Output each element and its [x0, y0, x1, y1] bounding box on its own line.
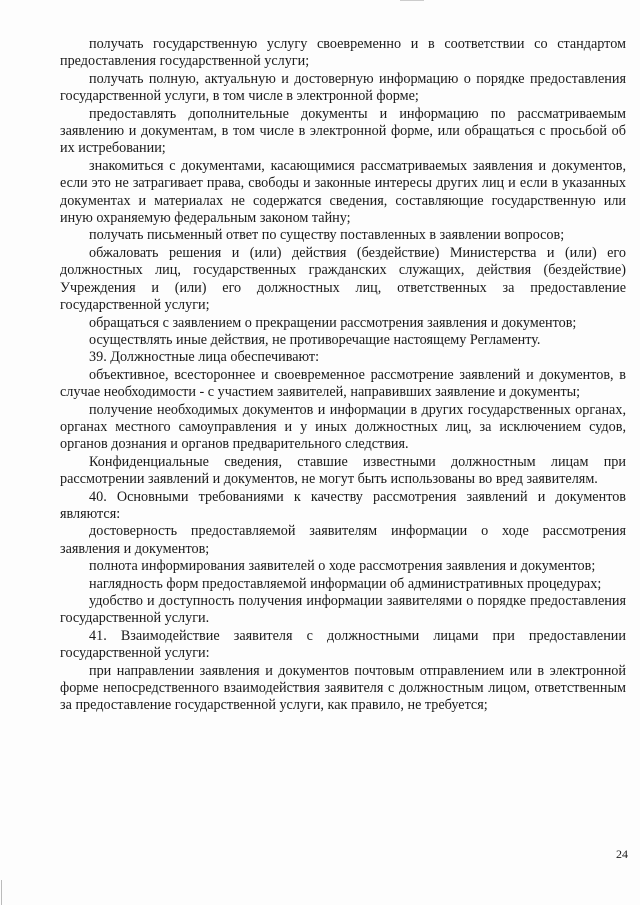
paragraph: получать полную, актуальную и достоверную информацию о порядке предоставления государственной услуги, в том числе в электронной форме;: [60, 70, 626, 105]
paragraph: полнота информирования заявителей о ходе рассмотрения заявления и документов;: [89, 558, 596, 575]
paragraph: обжаловать решения и (или) действия (бездействие) Министерства и (или) его должностных лиц, государственных гражданских служащих, действия (бездействие) Учреждения и (или) его должностных лиц, ответственных за предоставление государственной услуги;: [60, 244, 626, 314]
paragraph: получать государственную услугу своевременно и в соответствии со стандартом предоставления государственной услуги;: [60, 36, 626, 70]
paragraph: объективное, всестороннее и своевременное рассмотрение заявлений и документов, в случае необходимости - с участием заявителей, направивших заявление и документы;: [60, 366, 626, 401]
paragraph: при направлении заявления и документов почтовым отправлением или в электронной форме непосредственного взаимодействия заявителя с должностным лицом, ответственным за предоставление государственной услуги, как правило, не требуется;: [60, 662, 626, 714]
document-body: [60, 36, 626, 715]
paragraph: получение необходимых документов и информации в других государственных органах, органах местного самоуправления и у иных должностных лиц, за исключением судов, органов дознания и органов предварительного следствия.: [60, 401, 626, 453]
paragraph: знакомиться с документами, касающимися рассматриваемых заявления и документов, если это не затрагивает права, свободы и законные интересы других лиц и если в указанных документах и материалах не содержатся сведения, составляющие государственную или иную охраняемую федеральным законом тайну;: [60, 157, 626, 227]
section-heading: 41. Взаимодействие заявителя с должностными лицами при предоставлении государственной услуги:: [60, 627, 626, 662]
paragraph: получать письменный ответ по существу поставленных в заявлении вопросов;: [89, 227, 565, 244]
page-number: 24: [616, 847, 628, 861]
paragraph: обращаться с заявлением о прекращении рассмотрения заявления и документов;: [89, 314, 577, 331]
paragraph: удобство и доступность получения информации заявителями о порядке предоставления государственной услуги.: [60, 593, 626, 627]
scan-mark: [400, 0, 424, 1]
paragraph: осуществлять иные действия, не противоречащие настоящему Регламенту.: [89, 331, 541, 348]
section-heading: 39. Должностные лица обеспечивают:: [89, 349, 320, 366]
paragraph: Конфиденциальные сведения, ставшие известными должностным лицам при рассмотрении заявлений и документов, не могут быть использованы во вред заявителям.: [60, 453, 626, 488]
paragraph: предоставлять дополнительные документы и информацию по рассматриваемым заявлению и документам, в том числе в электронной форме, или обращаться с просьбой об их истребовании;: [60, 105, 626, 157]
paragraph: достоверность предоставляемой заявителям информации о ходе рассмотрения заявления и документов;: [60, 523, 626, 557]
section-heading: 40. Основными требованиями к качеству рассмотрения заявлений и документов являются:: [60, 488, 626, 522]
paragraph: наглядность форм предоставляемой информации об административных процедурах;: [89, 575, 602, 592]
scan-edge: [1, 880, 2, 905]
